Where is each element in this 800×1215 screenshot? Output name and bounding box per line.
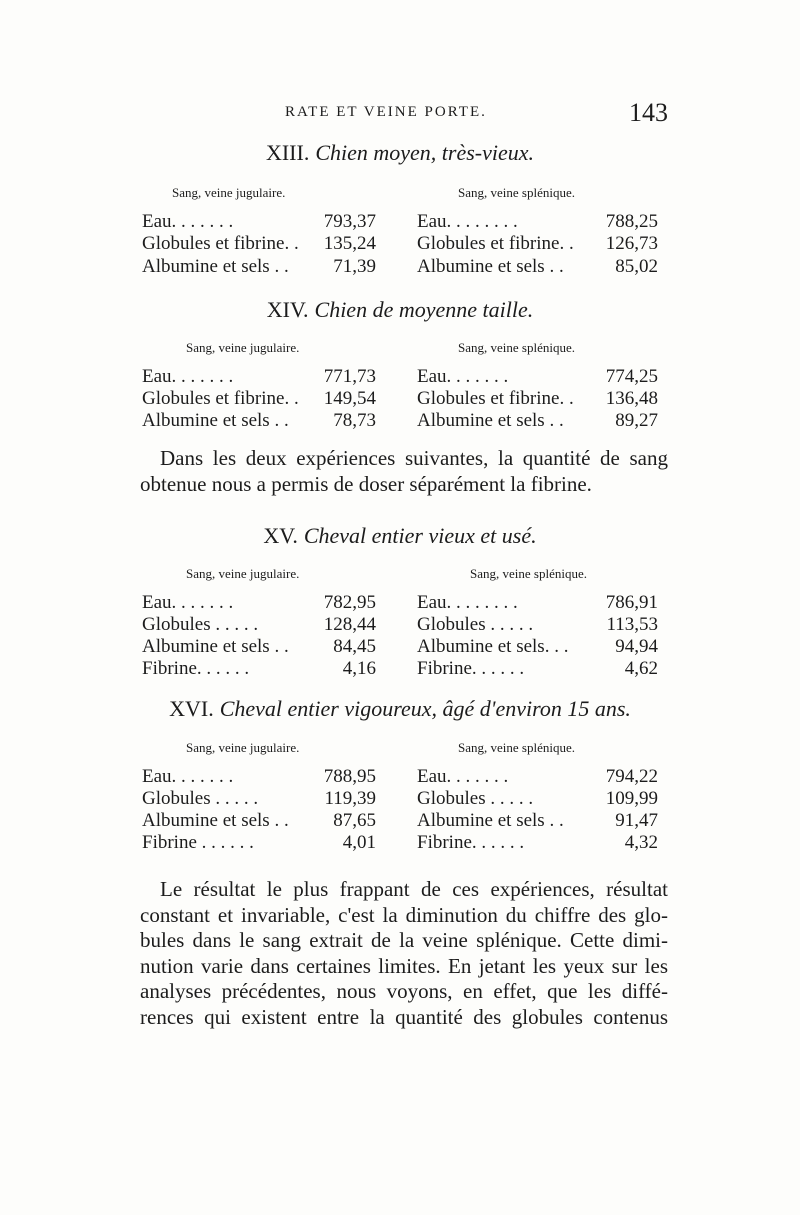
row-label: Eau. . . . . . .	[142, 211, 234, 232]
row-value: 87,65	[333, 810, 376, 831]
row-label: Albumine et sels . .	[417, 256, 564, 277]
splenic-column-header: Sang, veine splénique.	[470, 566, 587, 581]
row-label: Eau. . . . . . . .	[417, 211, 518, 232]
paragraph-line: bules dans le sang extrait de la veine splénique. Cette dimi-	[140, 928, 668, 952]
row-value: 793,37	[323, 211, 376, 232]
page-number: 143	[629, 98, 668, 127]
experiment-number: XIII.	[265, 140, 310, 165]
experiment-description: Chien de moyenne taille.	[314, 297, 534, 322]
row-value: 4,16	[342, 658, 376, 679]
jugular-column-header: Sang, veine jugulaire.	[186, 566, 300, 581]
row-value: 774,25	[605, 366, 658, 387]
experiment-title	[0, 523, 800, 549]
row-value: 113,53	[606, 614, 658, 635]
row-label: Globules et fibrine. .	[142, 388, 299, 409]
experiment-number: XV.	[263, 523, 298, 548]
row-label: Albumine et sels . .	[417, 810, 564, 831]
row-value: 786,91	[605, 592, 658, 613]
jugular-column-header: Sang, veine jugulaire.	[186, 340, 300, 355]
row-value: 788,25	[605, 211, 658, 232]
row-label: Fibrine. . . . . .	[142, 658, 250, 679]
paragraph-line: rences qui existent entre la quantité des globules contenus	[140, 1004, 668, 1029]
row-label: Fibrine. . . . . .	[417, 832, 525, 853]
row-value: 89,27	[615, 410, 658, 431]
row-value: 85,02	[615, 256, 658, 277]
paragraph-line: Le résultat le plus frappant de ces expériences, résultat	[160, 877, 668, 901]
experiment-number: XIV.	[266, 297, 309, 322]
experiment-description: Cheval entier vigoureux, âgé d'environ 15 ans.	[219, 696, 631, 721]
experiment-number: XVI.	[169, 696, 214, 721]
page-header	[140, 98, 668, 128]
splenic-column-header: Sang, veine splénique.	[458, 185, 575, 200]
row-label: Globules . . . . .	[142, 614, 259, 635]
row-label: Fibrine . . . . . .	[142, 832, 254, 853]
row-value: 782,95	[323, 592, 376, 613]
row-label: Albumine et sels . .	[417, 410, 564, 431]
body-paragraph	[140, 877, 668, 1030]
row-value: 4,32	[624, 832, 658, 853]
jugular-column-header: Sang, veine jugulaire.	[186, 740, 300, 755]
row-value: 135,24	[323, 233, 376, 254]
row-label: Globules et fibrine. .	[142, 233, 299, 254]
row-value: 71,39	[333, 256, 376, 277]
row-label: Albumine et sels . .	[142, 810, 289, 831]
jugular-column-header: Sang, veine jugulaire.	[172, 185, 286, 200]
body-paragraph	[140, 446, 668, 497]
row-value: 91,47	[615, 810, 658, 831]
row-value: 4,62	[624, 658, 658, 679]
row-label: Eau. . . . . . .	[142, 592, 234, 613]
paragraph-line: obtenue nous a permis de doser séparément la fibrine.	[140, 471, 592, 496]
row-value: 78,73	[333, 410, 376, 431]
row-label: Eau. . . . . . .	[142, 366, 234, 387]
experiment-title	[0, 696, 800, 722]
experiment-description: Chien moyen, très-vieux.	[315, 140, 535, 165]
row-label: Albumine et sels . .	[142, 636, 289, 657]
running-title: RATE ET VEINE PORTE.	[285, 104, 487, 120]
row-label: Albumine et sels. . .	[417, 636, 569, 657]
splenic-column-header: Sang, veine splénique.	[458, 740, 575, 755]
row-value: 149,54	[323, 388, 376, 409]
row-label: Eau. . . . . . .	[417, 766, 509, 787]
experiment-title	[0, 140, 800, 166]
paragraph-line: nution varie dans certaines limites. En jetant les yeux sur les	[140, 953, 668, 978]
row-label: Albumine et sels . .	[142, 410, 289, 431]
row-label: Globules et fibrine. .	[417, 388, 574, 409]
row-value: 136,48	[605, 388, 658, 409]
row-label: Globules . . . . .	[417, 788, 534, 809]
row-label: Eau. . . . . . .	[417, 366, 509, 387]
paragraph-line: analyses précédentes, nous voyons, en effet, que les diffé-	[140, 979, 668, 1003]
row-value: 771,73	[323, 366, 376, 387]
row-value: 128,44	[323, 614, 376, 635]
row-label: Globules . . . . .	[417, 614, 534, 635]
row-value: 119,39	[324, 788, 376, 809]
row-value: 84,45	[333, 636, 376, 657]
row-label: Eau. . . . . . . .	[417, 592, 518, 613]
row-value: 109,99	[605, 788, 658, 809]
row-label: Eau. . . . . . .	[142, 766, 234, 787]
row-value: 126,73	[605, 233, 658, 254]
row-value: 94,94	[615, 636, 658, 657]
paragraph-line: constant et invariable, c'est la diminution du chiffre des glo-	[140, 902, 668, 927]
row-label: Globules et fibrine. .	[417, 233, 574, 254]
row-value: 4,01	[342, 832, 376, 853]
splenic-column-header: Sang, veine splénique.	[458, 340, 575, 355]
row-label: Albumine et sels . .	[142, 256, 289, 277]
row-label: Fibrine. . . . . .	[417, 658, 525, 679]
experiment-description: Cheval entier vieux et usé.	[303, 523, 537, 548]
experiment-title	[0, 297, 800, 323]
row-value: 794,22	[605, 766, 658, 787]
row-label: Globules . . . . .	[142, 788, 259, 809]
row-value: 788,95	[323, 766, 376, 787]
paragraph-line: Dans les deux expériences suivantes, la quantité de sang	[160, 446, 668, 470]
